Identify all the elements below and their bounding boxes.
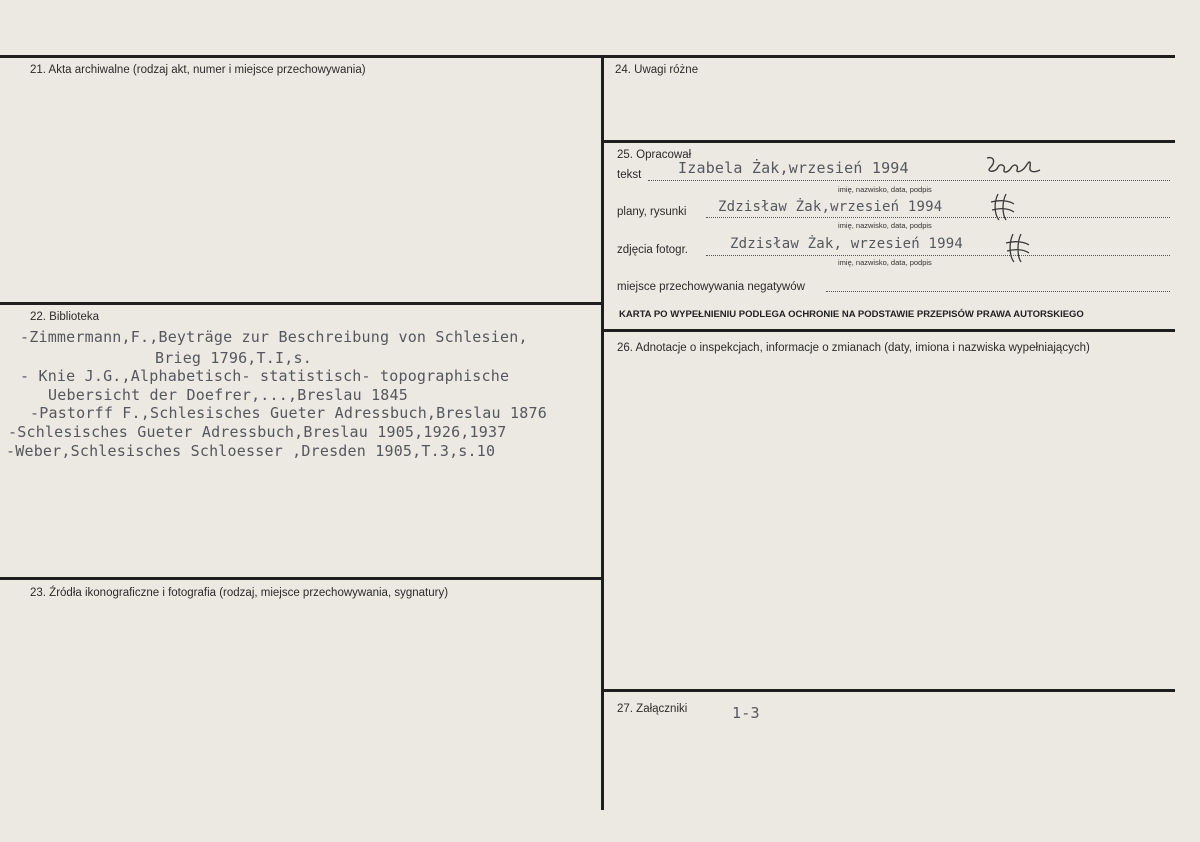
bibliography-entry-1: -Zimmermann,F.,Beyträge zur Beschreibung von Schlesien, — [20, 328, 528, 346]
plans-drawings-value: Zdzisław Żak,wrzesień 1994 — [718, 199, 943, 215]
signature-photos — [1003, 232, 1033, 264]
plans-drawings-caption: imię, nazwisko, data, podpis — [838, 221, 932, 230]
divider-22-23 — [0, 577, 603, 580]
negatives-location-line — [826, 291, 1170, 292]
section-23-label: 23. Źródła ikonograficzne i fotografia (rodzaj, miejsce przechowywania, sygnatury) — [30, 587, 449, 599]
section-22-label: 22. Biblioteka — [30, 311, 100, 323]
signature-text — [984, 154, 1044, 178]
photos-value: Zdzisław Żak, wrzesień 1994 — [730, 236, 963, 252]
negatives-location-label: miejsce przechowywania negatywów — [617, 281, 805, 293]
top-border — [0, 55, 1175, 58]
plans-drawings-line — [706, 217, 1170, 218]
author-text-label: tekst — [617, 169, 642, 181]
signature-plans — [988, 192, 1018, 222]
section-26-label: 26. Adnotacje o inspekcjach, informacje o zmianach (daty, imiona i nazwiska wypełniających) — [617, 342, 1090, 354]
divider-21-22 — [0, 302, 603, 305]
bibliography-entry-4: -Schlesisches Gueter Adressbuch,Breslau 1905,1926,1937 — [8, 423, 507, 441]
bibliography-entry-3: -Pastorff F.,Schlesisches Gueter Adressbuch,Breslau 1876 — [30, 404, 547, 422]
attachments-value: 1-3 — [732, 704, 760, 722]
section-24-label: 24. Uwagi różne — [615, 64, 699, 76]
author-text-caption: imię, nazwisko, data, podpis — [838, 185, 932, 194]
bibliography-entry-5: -Weber,Schlesisches Schloesser ,Dresden 1905,T.3,s.10 — [6, 442, 496, 460]
copyright-notice: KARTA PO WYPEŁNIENIU PODLEGA OCHRONIE NA PODSTAWIE PRZEPISÓW PRAWA AUTORSKIEGO — [619, 309, 1084, 320]
bibliography-entry-2-cont: Uebersicht der Doefrer,...,Breslau 1845 — [48, 386, 408, 404]
center-divider — [601, 55, 604, 810]
photos-line — [706, 255, 1170, 256]
divider-24-25 — [603, 140, 1175, 143]
divider-25-26 — [603, 329, 1175, 332]
section-21-label: 21. Akta archiwalne (rodzaj akt, numer i miejsce przechowywania) — [30, 64, 366, 76]
plans-drawings-label: plany, rysunki — [617, 206, 687, 218]
author-text-value: Izabela Żak,wrzesień 1994 — [678, 159, 909, 177]
bibliography-entry-1-cont: Brieg 1796,T.I,s. — [155, 349, 312, 367]
section-25-label: 25. Opracował — [617, 149, 692, 161]
section-27-label: 27. Załączniki — [617, 703, 688, 715]
photos-caption: imię, nazwisko, data, podpis — [838, 258, 932, 267]
divider-26-27 — [603, 689, 1175, 692]
author-text-line — [648, 180, 1170, 181]
photos-label: zdjęcia fotogr. — [617, 244, 688, 256]
bibliography-entry-2: - Knie J.G.,Alphabetisch- statistisch- topographische — [20, 367, 510, 385]
